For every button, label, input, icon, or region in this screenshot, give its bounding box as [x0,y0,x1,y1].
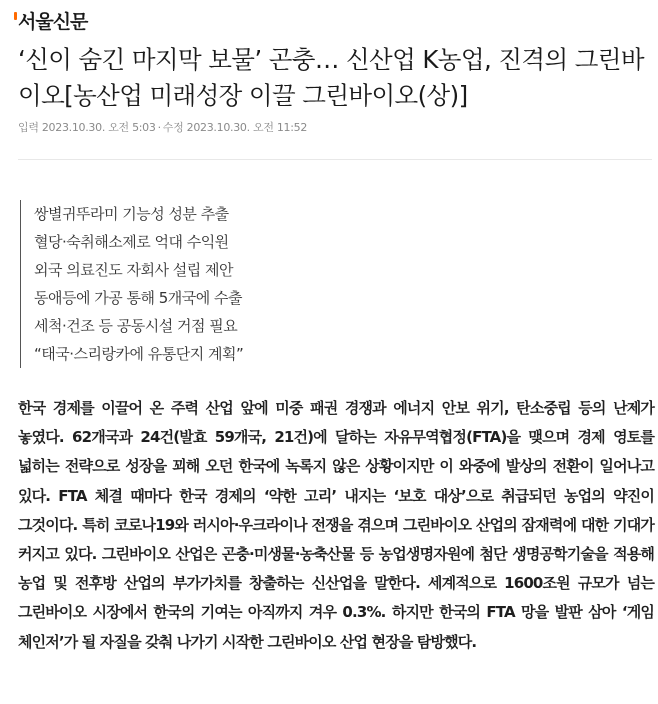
article-body-paragraph: 한국 경제를 이끌어 온 주력 산업 앞에 미중 패권 경쟁과 에너지 안보 위기, 탄소중립 등의 난제가 놓였다. 62개국과 24건(발효 59개국, 21건)에 달하는 자유무역협정(FTA)을 맺으며 경제 영토를 넓히는 전략으로 성장을 꾀해 오던 한국에 녹록지 않은 상황이지만 이 와중에 발상의 전환이 일어나고 있다. FTA 체결 때마다 한국 경제의 ‘약한 고리’ 내지는 ‘보호 대상’으로 취급되던 농업의 약진이 그것이다. 특히 코로나19와 러시아·우크라이나 전쟁을 겪으며 그린바이오 산업의 잠재력에 대한 기대가 커지고 있다. 그린바이오 산업은 곤충·미생물·농축산물 등 농업생명자원에 첨단 생명공학기술을 적용해 농업 및 전후방 산업의 부가가치를 창출하는 신산업을 말한다. 세계적으로 1600조원 규모가 넘는 그린바이오 시장에서 한국의 기여는 아직까지 겨우 0.3%. 하지만 한국의 FTA 망을 발판 삼아 ‘게임 체인저’가 될 자질을 갖춰 나가기 시작한 그린바이오 산업 현장을 탐방했다. [18,399,654,651]
date-separator: · [157,121,161,134]
summary-line: 혈당·숙취해소제로 억대 수익원 [34,233,229,251]
publisher-logo[interactable] [14,10,87,34]
header-divider [18,159,652,160]
summary-line: 외국 의료진도 자회사 설립 제안 [34,261,233,279]
summary-line: 쌍별귀뚜라미 기능성 성분 추출 [34,205,229,223]
article-summary [20,200,243,368]
logo-accent-mark [14,12,17,20]
article-dates [18,119,307,135]
summary-line: 동애등에 가공 통해 5개국에 수출 [34,289,242,307]
publisher-name: 서울신문 [18,11,88,33]
article-headline: ‘신이 숨긴 마지막 보물’ 곤충… 신산업 K농업, 진격의 그린바이오[농산업 미래성장 이끌 그린바이오(상)] [18,45,644,110]
summary-line: 세척·건조 등 공동시설 거점 필요 [34,317,238,335]
published-date: 입력 2023.10.30. 오전 5:03 [18,121,156,134]
summary-line: “태국·스리랑카에 유통단지 계획” [34,345,244,363]
modified-date: 수정 2023.10.30. 오전 11:52 [162,121,308,134]
